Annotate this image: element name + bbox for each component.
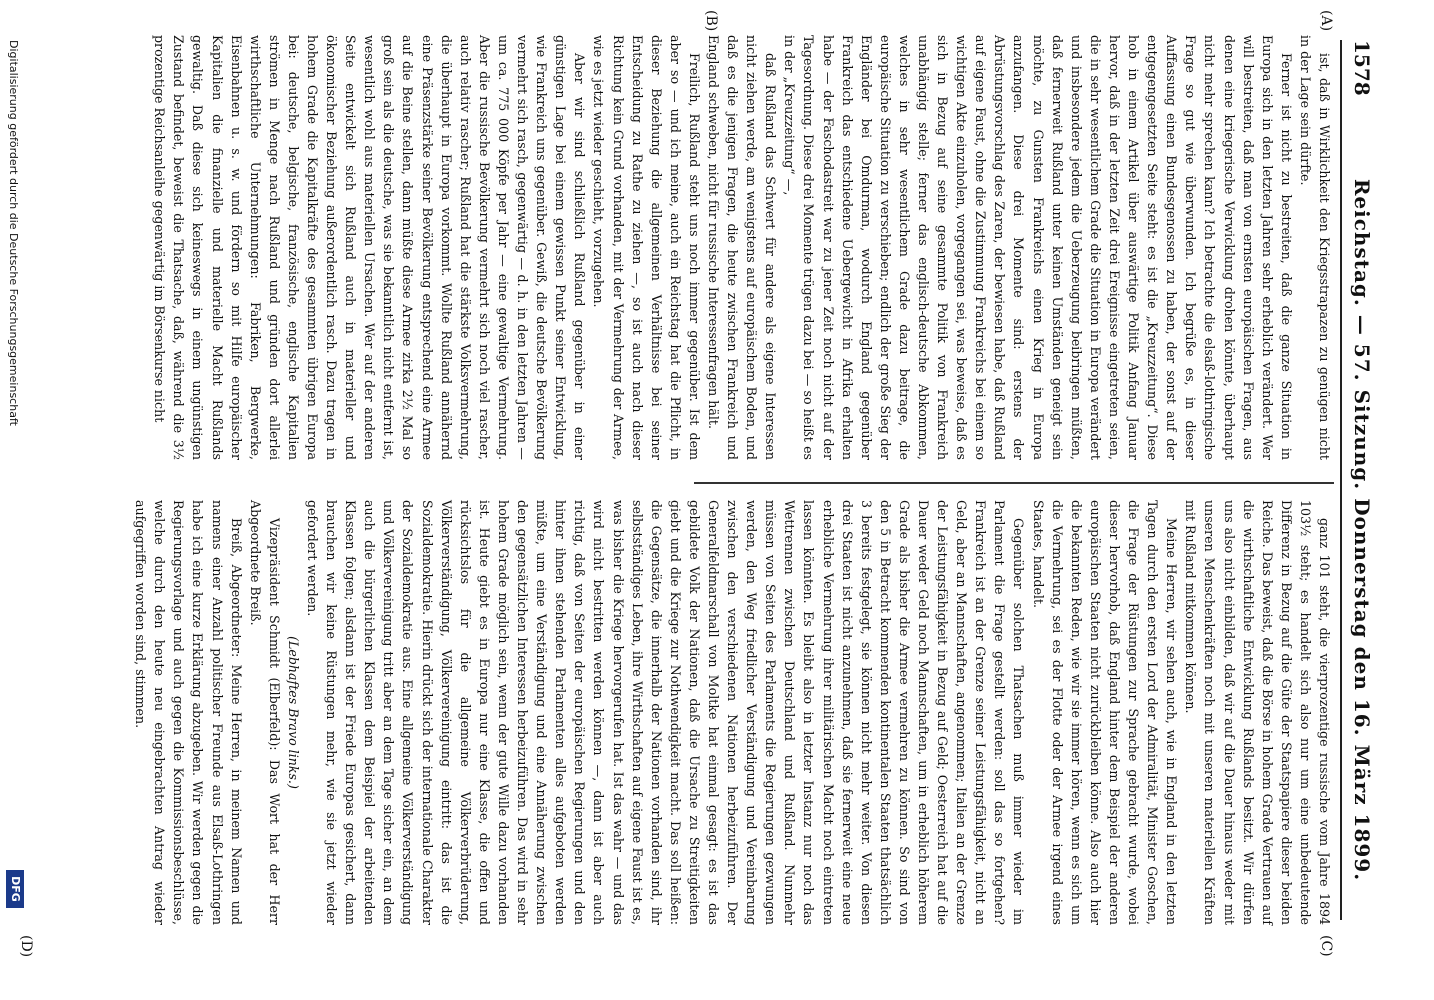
- page-number: 1578: [1350, 40, 1374, 96]
- applause-note: (Lebhaftes Bravo links.): [285, 636, 301, 789]
- column-divider: [694, 482, 1334, 484]
- paragraph: Gegenüber solchen Thatsachen muß immer wieder im Parlament die Frage gestellt werden: soll das so fortgehen? Frankreich ist an der Grenze seiner Leistungsfähigkeit, nicht an Geld, aber an Mannschaften, angenommen; Italien an der Grenze der Leistungsfähigkeit in Bezug auf Geld; Oesterreich hat auf die Dauer weder Geld noch Mannschaften, um in erheblich höherem Grade als bisher die Armee vermehren zu können. So sind von den 5 in Betracht kommenden kontinentalen Staaten thatsächlich 3 bereits festgelegt, sie können nicht mehr weiter. Von diesen drei Staaten ist nicht anzunehmen, daß sie fernerweit eine neue erhebliche Vermehrung ihrer militärischen Macht noch eintreten lassen könnten. Es bleibt also in letzter Instanz nur noch das Wettrennen zwischen Deutschland und Rußland. Nunmehr müssen von Seiten des Parlaments die Regierungen gezwungen werden, den Weg friedlicher Verständigung und Vereinbarung zwischen den verschiedenen Nationen herbeizuführen. Der Generalfeldmarschall von Moltke hat einmal gesagt: es ist das gebildete Volk der Nationen, daß die Ursache zu Streitigkeiten giebt und die Kriege zur Nothwendigkeit macht. Das soll heißen: die Gegensätze, die innerhalb der Nationen vorhanden sind, ihr selbstständiges Leben, ihre Wirthschaften auf eigene Faust ist es, was bisher die Kriege hervorgerufen hat. Ist das wahr — und das wird nicht bestritten werden können —, dann ist aber auch richtig, daß von Seiten der europäischen Regierungen und den hinter ihnen stehenden Parlamenten alles aufgeboten werden müßte, um eine Verständigung und eine Annäherung zwischen den gegensätzlichen Interessen herbeizuführen. Das wird in sehr hohem Grade möglich sein, wenn der gute Wille dazu vorhanden ist. Heute giebt es in Europa nur eine Klasse, die offen und rücksichtslos für die allgemeine Völkerverbrüderung, Völkerverständigung, Völkervereinigung eintritt: das ist die Sozialdemokratie. Hierin drückt sich der internationale Charakter der Sozialdemokratie aus. Eine allgemeine Völkerverständigung und Völkervereinigung tritt aber an dem Tage sicher ein, an dem auch die bürgerlichen Klassen dem Beispiel der arbeitenden Klassen folgen; alsdann ist der Friede Europas gesichert, dann brauchen wir keine Rüstungen mehr, wie sie jetzt wieder gefordert werden.: [305, 500, 1027, 925]
- digitization-credit: Digitalisierung gefördert durch die Deutsche Forschungsgemeinschaft: [7, 40, 20, 426]
- left-column: [152, 35, 1334, 460]
- paragraph: Aber wir sind schließlich Rußland gegenüber in einer günstigen Lage bei einem gewissen Punkt seiner Entwicklung, wie Frankreich uns gegenüber. Gewiß, die deutsche Bevölkerung vermehrt sich rasch, gegenwärtig — d. h. in den letzten Jahren — um ca. 775 000 Köpfe per Jahr — eine gewaltige Vermehrung. Aber die russische Bevölkerung vermehrt sich noch viel rascher, auch relativ rascher; Rußland hat die stärkste Volksvermehrung, die überhaupt in Europa vorkommt. Wollte Rußland annähernd eine Präsenzstärke seiner Bevölkerung entsprechend eine Armee auf die Beine stellen, dann müßte diese Armee zirka 2½ Mal so groß sein als die deutsche, was sie bekanntlich nicht entfernt ist, wesentlich wohl aus materiellen Ursachen. Wer auf der anderen Seite entwickelt sich Rußland auch in materieller und ökonomischer Beziehung außerordentlich rasch. Dazu tragen in hohem Grade die Kapitalkräfte des gesammten übrigen Europa bei: deutsche, belgische, französische, englische Kapitalien strömen in Menge nach Rußland und gründen dort allerlei wirthschaftliche Unternehmungen: Fabriken, Bergwerke, Eisenbahnen u. s. w. und fördern so mit Hilfe europäischer Kapitalien die finanzielle und materielle Macht Rußlands gewaltig. Daß diese sich keineswegs in einem ungünstigen Zustand befindet, beweist die Thatsache, daß, während die 3½ prozentige Reichsanleihe gegenwärtig im Börsenkurse nicht: [152, 35, 588, 460]
- paragraph: Freilich, Rußland steht uns noch immer gegenüber. Ist dem aber so — und ich meine, auch ein Reichstag hat die Pflicht, in dieser Beziehung die allgemeinen Verhältnisse bei seiner Entscheidung zu Rathe zu ziehen —, so ist auch nach dieser Richtung kein Grund vorhanden, mit der Vermehrung der Armee, wie es jetzt wieder geschieht, vorzugehen.: [591, 35, 702, 460]
- right-column: [133, 500, 1334, 925]
- paragraph: ganz 101 steht, die vierprozentige russische vom Jahre 1894 103½ steht; es handelt sich also nur um eine unbedeutende Differenz in Bezug auf die Güte der Staatspapiere dieser beiden Reiche. Das beweist, daß die Börse in hohem Grade Vertrauen auf die wirthschaftliche Entwicklung Rußlands besitzt. Wir dürfen uns also nicht einbilden, daß wir auf die Dauer hinaus weder mit unseren Menschenkräften noch mit unseren materiellen Kräften mit Rußland mitkommen können.: [1183, 500, 1332, 925]
- paragraph: ist, daß in Wirklichkeit den Kriegsstrapazen zu genügen nicht in der Lage sein dürfte.: [1297, 35, 1332, 460]
- speaker-announcement: Vizepräsident Schmidt (Elberfeld): Das Wort hat der Herr Abgeordnete Breiß.: [247, 500, 282, 925]
- header-divider: [1340, 40, 1342, 920]
- paragraph: Meine Herren, wir sehen auch, wie in England in den letzten Tagen durch den ersten Lord der Admiralität, Minister Goschen, die Frage der Rüstungen zur Sprache gebracht wurde, wobei dieser hervorhob, daß England hinter dem Beispiel der anderen europäischen Staaten nicht zurückbleiben könne. Also auch hier die bekannten Reden, wie wir sie immer hören, wenn es sich um die Vermehrung, sei es der Flotte oder der Armee irgend eines Staates, handelt.: [1030, 500, 1180, 925]
- speaker-statement: Breiß, Abgeordneter: Meine Herren, in meinem Namen und namens einer Anzahl politischer Freunde aus Elsaß-Lothringen habe ich eine kurze Erklärung abzugeben. Wir werden gegen die Regierungsvorlage und auch gegen die Kommissionsbeschlüsse, welche durch den heute neu eingebrachten Antrag wieder aufgegriffen worden sind, stimmen.: [133, 500, 244, 925]
- quotation: daß Rußland das Schwert für andere als eigene Interessen nicht ziehen werde, am wenigstens auf europäischem Boden, und daß es die jenigen Fragen, die heute zwischen Frankreich und England schweben, nicht für russische Interessenfragen hält.: [706, 35, 779, 460]
- margin-mark-d: (D): [18, 935, 34, 958]
- margin-mark-b: (B): [703, 10, 719, 32]
- dfg-logo: DFG: [6, 870, 24, 908]
- scan-footer: [2, 0, 26, 1000]
- paragraph: Ferner ist nicht zu bestreiten, daß die ganze Situation in Europa sich in den letzten Jahren sehr erheblich verändert. Wer will bestreiten, daß man von ernsten europäischen Fragen, aus denen eine kriegerische Verwicklung drohen könnte, überhaupt nicht mehr sprechen kann? Ich betrachte die elsaß-lothringische Frage so gut wie überwunden. Ich begrüße es, in dieser Auffassung einen Bundesgenossen zu haben, der sonst auf der entgegengesetzten Seite steht: es ist die „Kreuzzeitung“. Diese hob in einem Artikel über auswärtige Politik Anfang Januar hervor, daß in der letzten Zeit drei Ereignisse eingetreten seien, die in sehr wesentlichem Grade die Situation in Europa verändert und insbesondere jedem die Ueberzeugung beibringen müßten, daß fernerweit Rußland unter keinen Umständen geneigt sein möchte, zu Gunsten Frankreichs einen Krieg in Europa anzufangen. Diese drei Momente sind: erstens der Abrüstungsvorschlag des Zaren, der bewiesen habe, daß Rußland auf eigene Faust, ohne die Zustimmung Frankreichs bei einem so wichtigen Akte einzuholen, vorgegangen sei, was beweise, daß es sich in Bezug auf seine gesammte Politik von Frankreich unabhängig stelle; ferner das englisch-deutsche Abkommen, welches in sehr wesentlichem Grade dazu beitrage, die europäische Situation zu verschieben; endlich der große Sieg der Engländer bei Omdurman, wodurch England gegenüber Frankreich das entschiedene Uebergewicht in Afrika erhalten habe — der Faschodastreit war zu jener Zeit noch nicht auf der Tagesordnung. Diese drei Momente trügen dazu bei — so heißt es in der „Kreuzzeitung“ —,: [782, 35, 1294, 460]
- page-header: [1344, 40, 1374, 920]
- margin-mark-c: (C): [1318, 935, 1334, 957]
- page-title: Reichstag. — 57. Sitzung. Donnerstag den 16. März 1899.: [1350, 178, 1374, 882]
- margin-mark-a: (A): [1318, 10, 1334, 32]
